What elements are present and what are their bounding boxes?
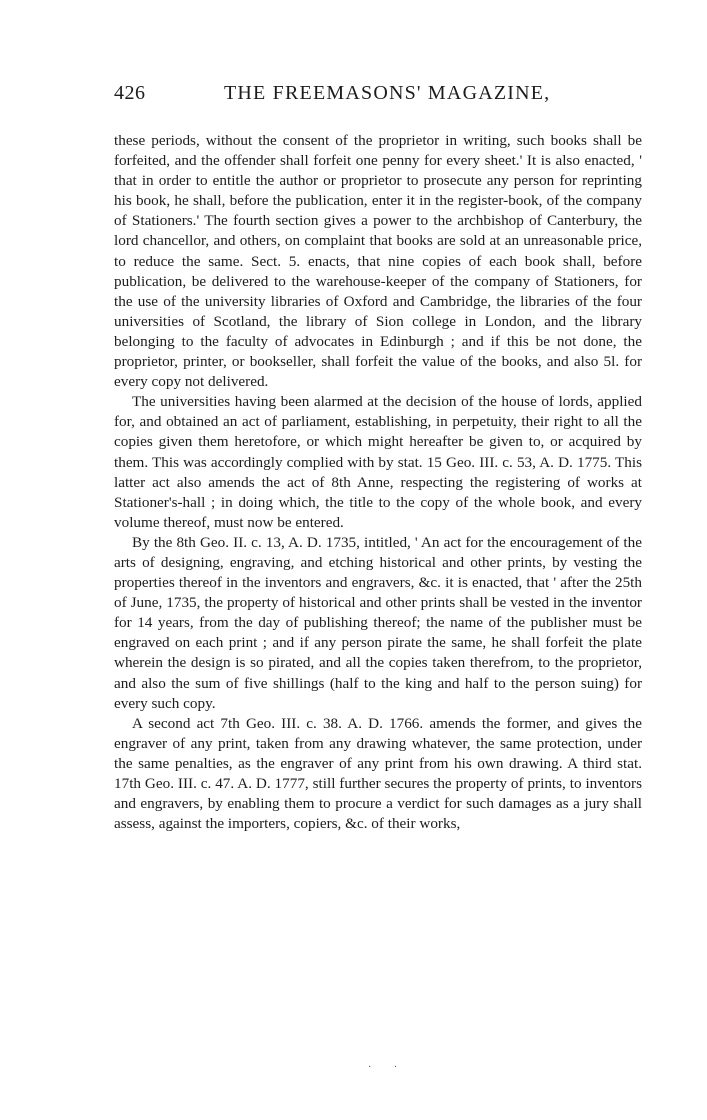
running-header: [114, 82, 674, 112]
printer-mark: · ·: [368, 1062, 408, 1073]
running-title: THE FREEMASONS' MAGAZINE,: [224, 82, 551, 104]
paragraph-engraving-act: By the 8th Geo. II. c. 13, A. D. 1735, intitled, ' An act for the encouragement of the arts of designing, engraving, and etching historical and other prints, by vesting the properties thereof in the inventors and engravers, &c. it is enacted, that ' after the 25th of June, 1735, the property of historical and other prints shall be vested in the inventor for 14 years, from the day of publishing thereof; the name of the publisher must be engraved on each print ; and if any person pirate the same, he shall forfeit the plate wherein the design is so pirated, and all the copies taken therefrom, to the proprietor, and also the sum of five shillings (half to the king and half to the person suing) for every such copy.: [114, 533, 642, 712]
body-text: [114, 131, 642, 834]
paragraph-second-act: A second act 7th Geo. III. c. 38. A. D. 1766. amends the former, and gives the engraver of any print, taken from any drawing whatever, the same protection, under the same penalties, as the engraver of any print from his own drawing. A third stat. 17th Geo. III. c. 47. A. D. 1777, still further secures the property of prints, to inventors and engravers, by enabling them to procure a verdict for such damages as a jury shall assess, against the importers, copiers, &c. of their works,: [114, 714, 642, 833]
paragraph-universities: The universities having been alarmed at the decision of the house of lords, applied for, and obtained an act of parliament, establishing, in perpetuity, their right to all the copies given them heretofore, or which might hereafter be given to, or acquired by them. This was accordingly complied with by stat. 15 Geo. III. c. 53, A. D. 1775. This latter act also amends the act of 8th Anne, respecting the registering of works at Stationer's-hall ; in doing which, the title to the copy of the whole book, and every volume thereof, must now be entered.: [114, 393, 642, 531]
paragraph-continued: these periods, without the consent of the proprietor in writing, such books shall be forfeited, and the offender shall forfeit one penny for every sheet.' It is also enacted, ' that in order to entitle the author or proprietor to prosecute any person for reprinting his book, he shall, before the publication, enter it in the register-book, of the company of Stationers.' The fourth section gives a power to the archbishop of Canterbury, the lord chancellor, and others, on complaint that books are sold at an unreasonable price, to reduce the same. Sect. 5. enacts, that nine copies of each book shall, before publication, be delivered to the warehouse-keeper of the company of Stationers, for the use of the university libraries of Oxford and Cambridge, the libraries of the four universities of Scotland, the library of Sion college in London, and the library belonging to the faculty of advocates in Edinburgh ; and if this be not done, the proprietor, printer, or bookseller, shall forfeit the value of the books, and also 5l. for every copy not delivered.: [114, 132, 642, 391]
page-number: 426: [114, 82, 146, 104]
